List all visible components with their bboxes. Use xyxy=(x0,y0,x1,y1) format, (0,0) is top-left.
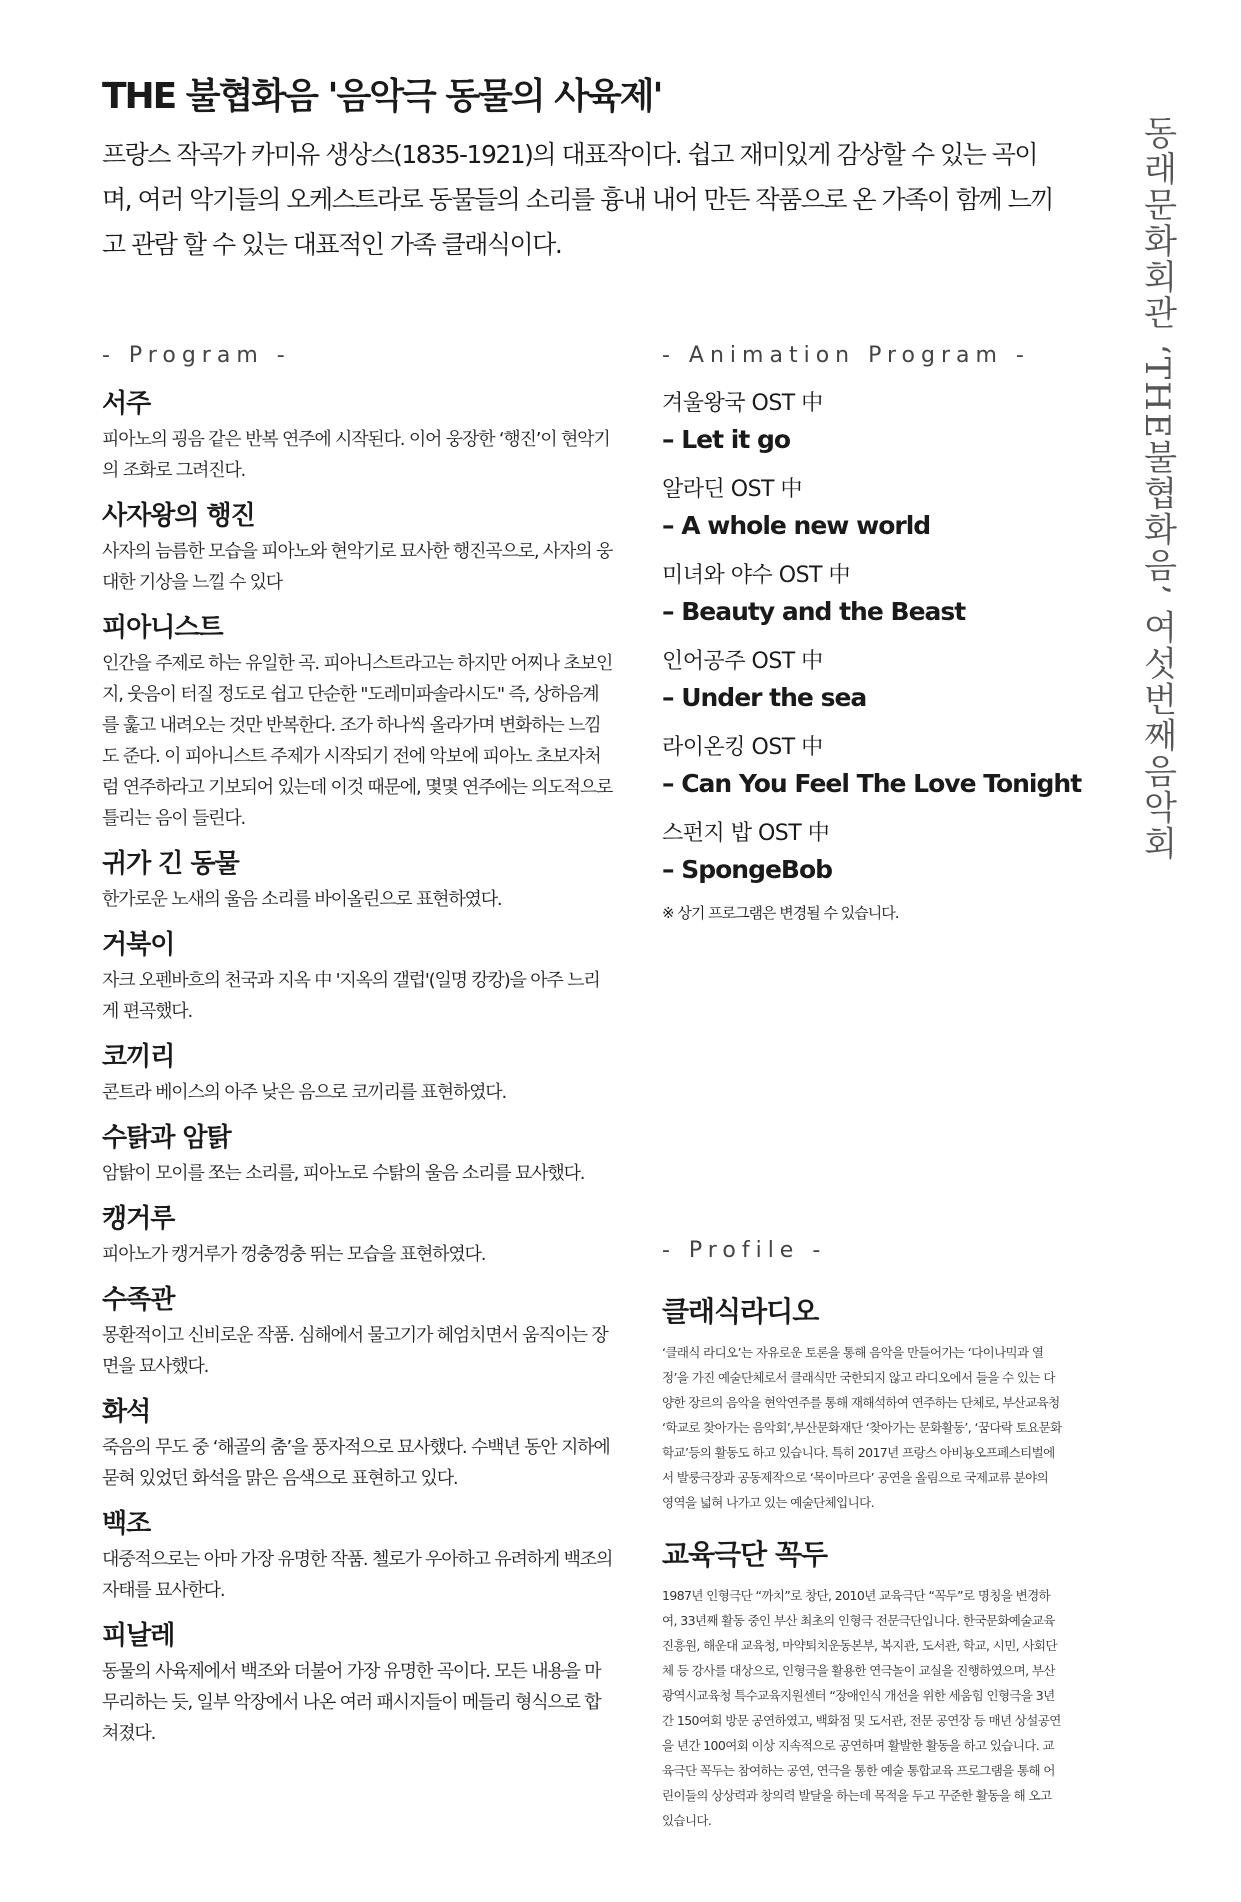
program-item-title: 피날레 xyxy=(102,1621,175,1651)
program-list xyxy=(102,386,614,1761)
program-item xyxy=(102,1039,614,1108)
program-item xyxy=(102,610,614,834)
animation-list xyxy=(662,386,1082,923)
profile-list xyxy=(662,1290,1062,1851)
program-item-desc: 피아노의 굉음 같은 반복 연주에 시작된다. 이어 웅장한 ‘행진’이 현악기의 조화로 그려진다. xyxy=(102,429,610,481)
page-title: THE 불협화음 '음악극 동물의 사육제' xyxy=(102,76,662,117)
profile-text: ‘클래식 라디오’는 자유로운 토론을 통해 음악을 만들어가는 ‘다이나믹과 열정’을 가진 예술단체로서 클래식만 국한되지 않고 라디오에서 들을 수 있는 다양한 장르의 음악을 현악연주를 통해 재해석하여 연주하는 단체로, 부산교육청 ‘학교로 찾아가는 음악회’,부산문화재단 ‘찾아가는 문화활동’, ‘꿈다락 토요문화학교’등의 활동도 하고 있습니다. 특히 2017년 프랑스 아비뇽오프페스티벌에서 발룽극장과 공동제작으로 ‘목이마르다’ 공연을 올림으로 국제교류 분야의 영역을 넓혀 나가고 있는 예술단체입니다. xyxy=(662,1345,1062,1510)
program-item-title: 코끼리 xyxy=(102,1042,175,1072)
animation-item xyxy=(662,644,1082,716)
animation-song: – Under the sea xyxy=(662,683,867,712)
intro-paragraph: 프랑스 작곡가 카미유 생상스(1835-1921)의 대표작이다. 쉽고 재미있게 감상할 수 있는 곡이며, 여러 악기들의 오케스트라로 동물들의 소리를 흉내 내어 만든 작품으로 온 가족이 함께 느끼고 관람 할 수 있는 대표적인 가족 클래식이다. xyxy=(102,140,1053,259)
program-item-title: 귀가 긴 동물 xyxy=(102,849,239,879)
program-item xyxy=(102,1618,614,1749)
profile-item xyxy=(662,1533,1062,1833)
program-item xyxy=(102,1394,614,1494)
animation-movie: 스펀지 밥 OST 中 xyxy=(662,821,830,846)
program-item-title: 백조 xyxy=(102,1509,151,1539)
animation-movie: 알라딘 OST 中 xyxy=(662,477,802,502)
animation-movie: 라이온킹 OST 中 xyxy=(662,735,823,760)
program-item-title: 피아니스트 xyxy=(102,613,223,643)
program-item xyxy=(102,1120,614,1189)
animation-song: – Beauty and the Beast xyxy=(662,597,966,626)
program-item xyxy=(102,846,614,915)
program-item xyxy=(102,498,614,598)
animation-song: – Let it go xyxy=(662,425,791,454)
program-item xyxy=(102,1201,614,1270)
program-item-desc: 죽음의 무도 중 ‘해골의 춤’을 풍자적으로 묘사했다. 수백년 동안 지하에 묻혀 있었던 화석을 맑은 음색으로 표현하고 있다. xyxy=(102,1437,610,1489)
animation-song: – Can You Feel The Love Tonight xyxy=(662,769,1082,798)
program-item xyxy=(102,927,614,1027)
animation-song: – A whole new world xyxy=(662,511,931,540)
animation-item xyxy=(662,558,1082,630)
profile-name: 교육극단 꼭두 xyxy=(662,1538,828,1571)
animation-section-label: - Animation Program - xyxy=(662,343,1030,368)
program-item xyxy=(102,1506,614,1606)
profile-section-label: - Profile - xyxy=(662,1238,827,1263)
animation-movie: 미녀와 야수 OST 中 xyxy=(662,563,850,588)
program-item-title: 캥거루 xyxy=(102,1204,175,1234)
program-item-title: 서주 xyxy=(102,389,151,419)
program-item-desc: 동물의 사육제에서 백조와 더불어 가장 유명한 곡이다. 모든 내용을 마무리하는 듯, 일부 악장에서 나온 여러 패시지들이 메들리 형식으로 합쳐졌다. xyxy=(102,1661,601,1744)
animation-item xyxy=(662,472,1082,544)
program-item-desc: 암탉이 모이를 쪼는 소리를, 피아노로 수탉의 울음 소리를 묘사했다. xyxy=(102,1163,585,1184)
program-section-label: - Program - xyxy=(102,343,291,368)
program-item-title: 거북이 xyxy=(102,930,175,960)
animation-item xyxy=(662,730,1082,802)
vertical-concert-title: 동래문화회관 ‘THE불협화음’ 여섯번째음악회 xyxy=(1137,115,1177,862)
program-item xyxy=(102,1282,614,1382)
program-change-note: ※ 상기 프로그램은 변경될 수 있습니다. xyxy=(662,904,899,922)
animation-item xyxy=(662,816,1082,888)
profile-item xyxy=(662,1290,1062,1515)
program-item-desc: 피아노가 캥거루가 껑충껑충 뛰는 모습을 표현하였다. xyxy=(102,1244,486,1265)
program-item-desc: 인간을 주제로 하는 유일한 곡. 피아니스트라고는 하지만 어찌나 초보인지, 웃음이 터질 정도로 쉽고 단순한 "도레미파솔라시도" 즉, 상하음계를 훑고 내려오는 것만 반복한다. 조가 하나씩 올라가며 변화하는 느낌도 준다. 이 피아니스트 주제가 시작되기 전에 악보에 피아노 초보자처럼 연주하라고 기보되어 있는데 이것 때문에, 몇몇 연주에는 의도적으로 틀리는 음이 들린다. xyxy=(102,653,613,829)
program-item-desc: 한가로운 노새의 울음 소리를 바이올린으로 표현하였다. xyxy=(102,889,502,910)
animation-item xyxy=(662,386,1082,458)
program-item xyxy=(102,386,614,486)
animation-movie: 인어공주 OST 中 xyxy=(662,649,823,674)
animation-movie: 겨울왕국 OST 中 xyxy=(662,391,823,416)
animation-song: – SpongeBob xyxy=(662,855,833,884)
program-item-desc: 대중적으로는 아마 가장 유명한 작품. 첼로가 우아하고 유려하게 백조의 자태를 묘사한다. xyxy=(102,1549,613,1601)
program-item-title: 수족관 xyxy=(102,1285,175,1315)
program-item-title: 화석 xyxy=(102,1397,151,1427)
program-item-desc: 몽환적이고 신비로운 작품. 심해에서 물고기가 헤엄치면서 움직이는 장면을 묘사했다. xyxy=(102,1325,608,1377)
profile-text: 1987년 인형극단 “까치”로 창단, 2010년 교육극단 “꼭두”로 명칭을 변경하여, 33년째 활동 중인 부산 최초의 인형극 전문극단입니다. 한국문화예술교육진흥원, 해운대 교육청, 마약퇴치운동본부, 복지관, 도서관, 학교, 시민, 사회단체 등 강사를 대상으로, 인형극을 활용한 연극놀이 교실을 진행하였으며, 부산광역시교육청 특수교육지원센터 “장애인식 개선을 위한 세움힘 인형극을 3년간 150여회 방문 공연하였고, 백화점 및 도서관, 전문 공연장 등 매년 상설공연을 년간 100여회 이상 지속적으로 공연하며 활발한 활동을 하고 있습니다. 교육극단 꼭두는 참여하는 공연, 연극을 통한 예술 통합교육 프로그램을 통해 어린이들의 상상력과 창의력 발달을 하는데 목적을 두고 꾸준한 활동을 해 오고 있습니다. xyxy=(662,1588,1061,1828)
program-item-title: 사자왕의 행진 xyxy=(102,501,255,531)
program-item-desc: 사자의 늠름한 모습을 피아노와 현악기로 묘사한 행진곡으로, 사자의 웅대한 기상을 느낄 수 있다 xyxy=(102,541,613,593)
program-item-title: 수탉과 암탉 xyxy=(102,1123,231,1153)
profile-name: 클래식라디오 xyxy=(662,1295,819,1328)
program-item-desc: 자크 오펜바흐의 천국과 지옥 中 '지옥의 갤럽'(일명 캉캉)을 아주 느리게 편곡했다. xyxy=(102,970,600,1022)
program-item-desc: 콘트라 베이스의 아주 낮은 음으로 코끼리를 표현하였다. xyxy=(102,1082,506,1103)
